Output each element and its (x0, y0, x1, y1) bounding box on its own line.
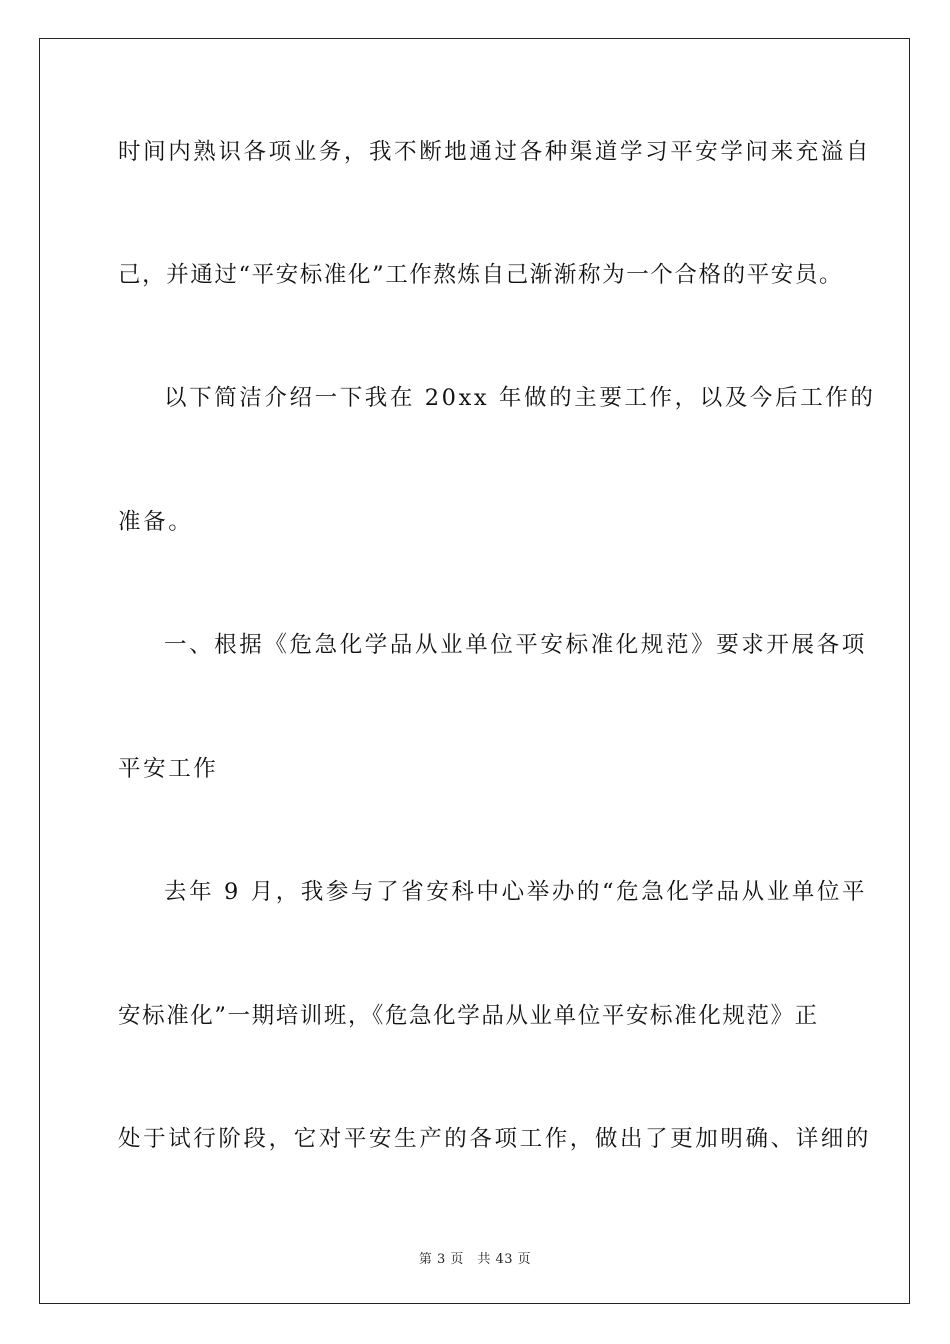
page-number-footer: 第 3 页 共 43 页 (418, 1252, 532, 1267)
page-border (39, 38, 910, 1304)
text-line-8: 安标准化”一期培训班，《危急化学品从业单位平安标准化规范》正 (118, 1003, 819, 1029)
text-line-1: 时间内熟识各项业务，我不断地通过各种渠道学习平安学问来充溢自 (118, 139, 872, 165)
text-line-4: 准备。 (118, 509, 194, 535)
text-line-3: 以下简洁介绍一下我在 20xx 年做的主要工作，以及今后工作的 (164, 385, 876, 411)
text-line-2: 己，并通过“平安标准化”工作熬炼自己渐渐称为一个合格的平安员。 (118, 262, 844, 288)
text-line-7: 去年 9 月，我参与了省安科中心举办的“危急化学品从业单位平 (164, 879, 868, 905)
text-line-9: 处于试行阶段，它对平安生产的各项工作，做出了更加明确、详细的 (118, 1126, 872, 1152)
text-line-5: 一、根据《危急化学品从业单位平安标准化规范》要求开展各项 (164, 632, 867, 658)
text-line-6: 平安工作 (118, 756, 219, 782)
